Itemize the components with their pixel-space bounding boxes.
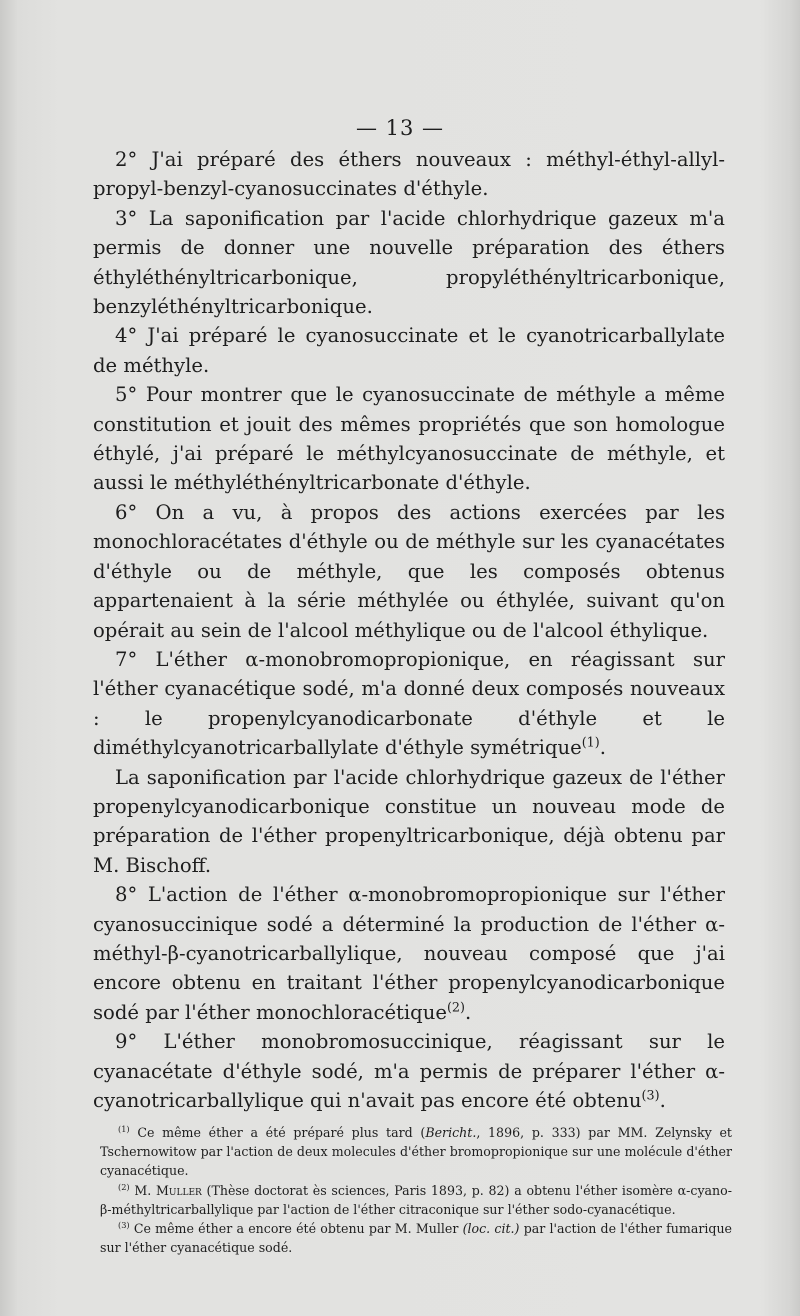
paragraph-2 <box>93 145 725 204</box>
footnote-marker: (1) <box>118 1123 130 1134</box>
paragraph-text: 9° L'éther monobromosuccinique, réagissant sur le cyanacétate d'éthyle sodé, m'a permis de préparer l'éther α-cyanotricarballylique qui n'avait pas encore été obtenu <box>93 1030 725 1112</box>
footnote-text: par l'action de l'éther fumarique sur l'éther cyanacétique sodé. <box>100 1221 733 1256</box>
footnote-author: Muller <box>156 1182 202 1198</box>
footnote-ref-3: (3) <box>641 1088 660 1104</box>
paragraph-text: 4° J'ai préparé le cyanosuccinate et le cyanotricarballylate de méthyle. <box>93 324 725 377</box>
footnote-text: , 1896, p. 333) par MM. Zelynsky et Tschernowitow par l'action de deux molecules d'éther bromopropionique sur une molécule d'éther cyanacétique. <box>100 1125 732 1179</box>
paragraph-text: La saponification par l'acide chlorhydrique gazeux de l'éther propenylcyanodicarbonique constitue un nouveau mode de préparation de l'éther propenyltricarbonique, déjà obtenu par M. Bischoff. <box>93 765 725 877</box>
page-number: — 13 — <box>355 116 445 140</box>
paragraph-8 <box>93 880 725 1027</box>
paragraph-9 <box>93 1027 725 1115</box>
footnote-3 <box>100 1219 732 1257</box>
paragraph-text: 3° La saponification par l'acide chlorhydrique gazeux m'a permis de donner une nouvelle préparation des éthers éthyléthényltricarbonique, propyléthényltricarbonique, benzyléthényltricarbonique. <box>93 206 725 319</box>
footnote-marker: (3) <box>118 1219 130 1230</box>
footnote-citation: (loc. cit.) <box>462 1221 520 1237</box>
footnote-ref-2: (2) <box>446 1000 465 1016</box>
paragraph-text: 8° L'action de l'éther α-monobromopropionique sur l'éther cyanosuccinique sodé a déterminé la production de l'éther α-méthyl-β-cyanotricarballylique, nouveau composé que j'ai encore obtenu en traitant l'éther propenylcyanodicarbonique sodé par l'éther monochloracétique <box>93 883 725 1024</box>
footnote-text: M. <box>129 1182 157 1198</box>
paragraph-saponification <box>93 763 725 881</box>
paragraph-end: . <box>659 1089 666 1112</box>
paragraph-text: 6° On a vu, à propos des actions exercées par les monochloracétates d'éthyle ou de méthyle sur les cyanacétates d'éthyle ou de méthyle, que les composés obtenus appartenaient à la série méthylée ou éthylée, suivant qu'on opérait au sein de l'alcool méthylique ou de l'alcool éthylique. <box>93 500 725 642</box>
footnote-text: Ce même éther a été préparé plus tard ( <box>129 1125 426 1140</box>
footnote-text: Ce même éther a encore été obtenu par M. Muller <box>129 1221 463 1237</box>
paragraph-text: 5° Pour montrer que le cyanosuccinate de méthyle a même constitution et jouit des mêmes propriétés que son homologue éthylé, j'ai préparé le méthylcyanosuccinate de méthyle, et aussi le méthyléthényltricarbonate d'éthyle. <box>93 383 725 495</box>
paragraph-4 <box>93 321 725 380</box>
paragraph-6 <box>93 498 725 645</box>
paragraph-text: 2° J'ai préparé des éthers nouveaux : méthyl-éthyl-allyl-propyl-benzyl-cyanosuccinates d'éthyle. <box>93 148 725 201</box>
footnote-ref-1: (1) <box>581 735 600 751</box>
footnote-2 <box>100 1181 732 1219</box>
paragraph-end: . <box>599 736 606 760</box>
footnote-1 <box>100 1123 732 1181</box>
paragraph-7 <box>93 645 725 763</box>
paragraph-5 <box>93 380 725 498</box>
paragraph-end: . <box>464 1000 472 1024</box>
body-text <box>93 145 725 1115</box>
footnote-text: (Thèse doctorat ès sciences, Paris 1893, p. 82) a obtenu l'éther isomère α-cyano-β-méthyltricarballylique par l'action de l'éther citraconique sur l'éther sodo-cyanacétique. <box>100 1182 733 1217</box>
footnotes <box>100 1123 732 1257</box>
paragraph-3 <box>93 204 725 322</box>
footnote-marker: (2) <box>118 1181 130 1192</box>
footnote-citation: Bericht. <box>425 1125 477 1140</box>
paragraph-text: 7° L'éther α-monobromopropionique, en réagissant sur l'éther cyanacétique sodé, m'a donné deux composés nouveaux : le propenylcyanodicarbonate d'éthyle et le diméthylcyanotricarballylate d'éthyle symétrique <box>93 647 725 760</box>
